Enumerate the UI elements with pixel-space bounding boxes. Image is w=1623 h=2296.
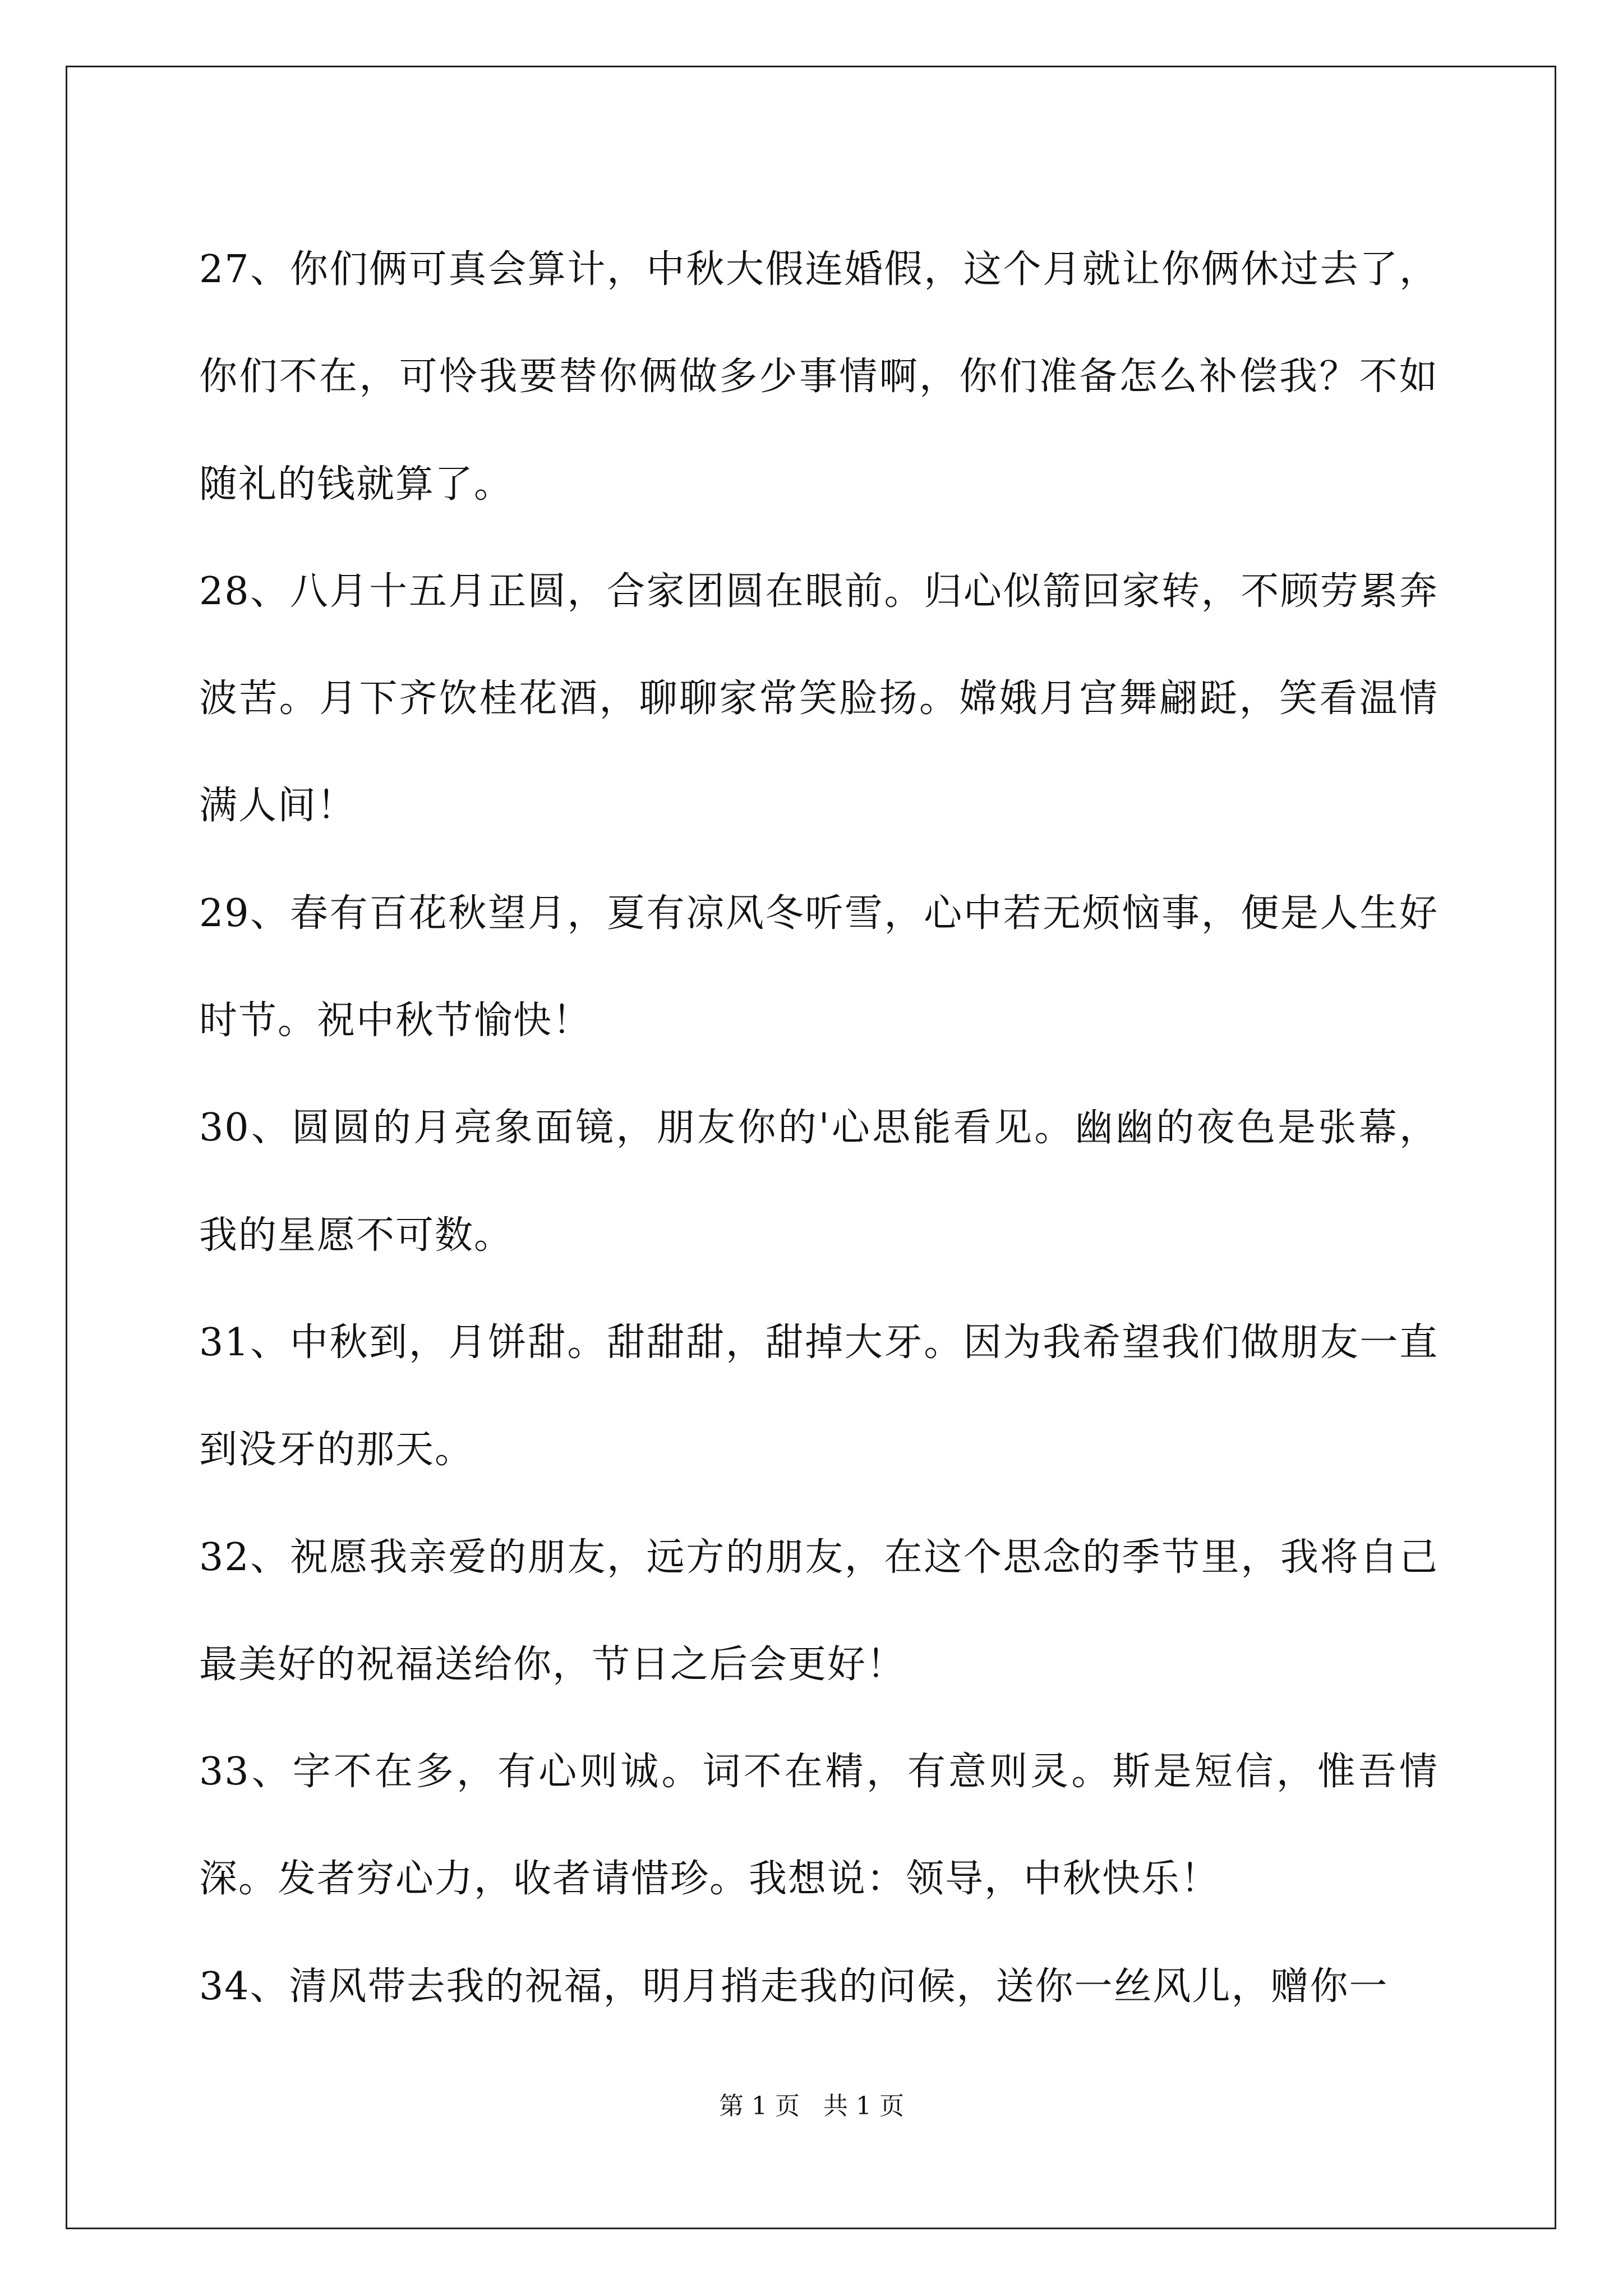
paragraph-27: 27、你们俩可真会算计，中秋大假连婚假，这个月就让你俩休过去了，你们不在，可怜我要替你俩做多少事情啊，你们准备怎么补偿我？不如随礼的钱就算了。 — [199, 247, 1438, 507]
paragraph-33: 33、字不在多，有心则诚。词不在精，有意则灵。斯是短信，惟吾情深。发者穷心力，收者请惜珍。我想说：领导，中秋快乐！ — [199, 1750, 1438, 1902]
paragraph-29: 29、春有百花秋望月，夏有凉风冬听雪，心中若无烦恼事，便是人生好时节。祝中秋节愉快！ — [199, 891, 1438, 1043]
paragraph-34: 34、清风带去我的祝福，明月捎走我的问候，送你一丝风儿，赠你一 — [199, 1964, 1389, 2009]
paragraph-28: 28、八月十五月正圆，合家团圆在眼前。归心似箭回家转，不顾劳累奔波苦。月下齐饮桂花酒，聊聊家常笑脸扬。嫦娥月宫舞翩跹，笑看温情满人间！ — [199, 569, 1438, 829]
page-number-footer: 第 1 页 共 1 页 — [719, 2092, 904, 2120]
document-body — [199, 216, 1438, 2040]
paragraph-31: 31、中秋到，月饼甜。甜甜甜，甜掉大牙。因为我希望我们做朋友一直到没牙的那天。 — [199, 1320, 1438, 1473]
paragraph-30: 30、圆圆的月亮象面镜，朋友你的'心思能看见。幽幽的夜色是张幕，我的星愿不可数。 — [199, 1106, 1438, 1258]
paragraph-32: 32、祝愿我亲爱的朋友，远方的朋友，在这个思念的季节里，我将自己最美好的祝福送给你，节日之后会更好！ — [199, 1535, 1438, 1687]
